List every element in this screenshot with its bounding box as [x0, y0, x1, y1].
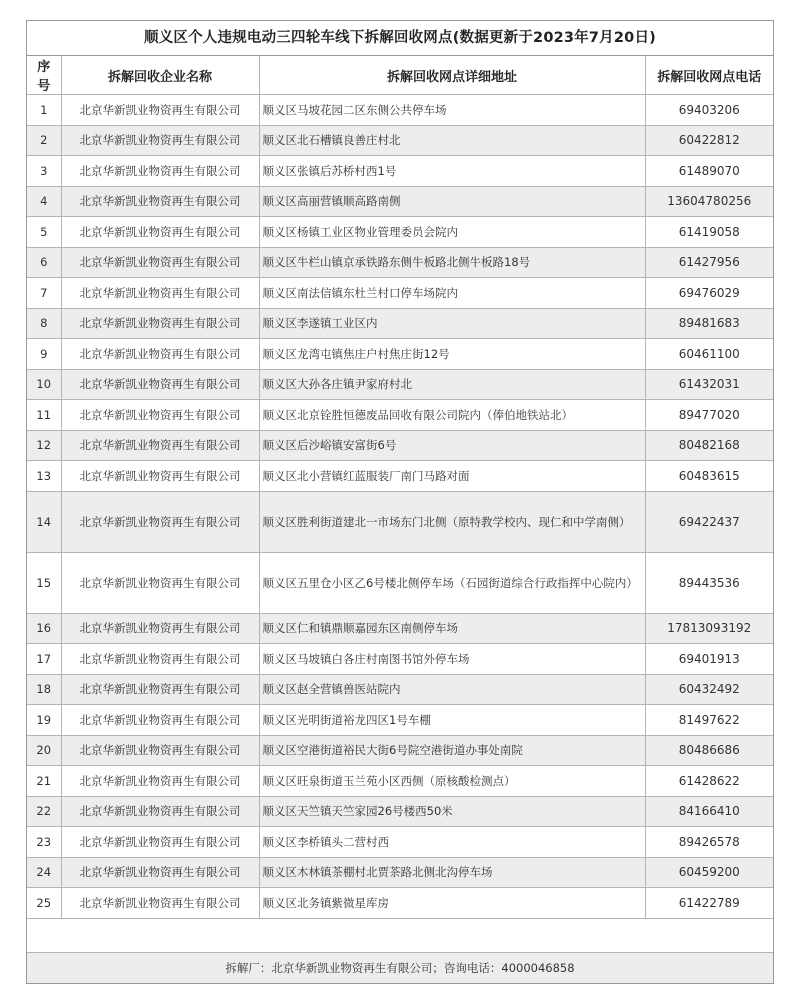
- table-row: [27, 95, 773, 126]
- row-company: 北京华新凯业物资再生有限公司: [61, 674, 259, 705]
- row-address: 顺义区空港街道裕民大街6号院空港街道办事处南院: [259, 735, 645, 766]
- header-address: 拆解回收网点详细地址: [259, 56, 645, 95]
- table-row: [27, 217, 773, 248]
- row-company: 北京华新凯业物资再生有限公司: [61, 735, 259, 766]
- table-body: [27, 95, 773, 919]
- row-company: 北京华新凯业物资再生有限公司: [61, 644, 259, 675]
- row-index: 14: [27, 491, 61, 552]
- row-company: 北京华新凯业物资再生有限公司: [61, 857, 259, 888]
- recycling-points-table: [27, 56, 773, 919]
- row-index: 12: [27, 430, 61, 461]
- row-address: 顺义区胜利街道建北一市场东门北侧（原特教学校内、现仁和中学南侧）: [259, 491, 645, 552]
- row-phone: 13604780256: [645, 186, 773, 217]
- row-index: 10: [27, 369, 61, 400]
- row-phone: 17813093192: [645, 613, 773, 644]
- row-address: 顺义区北京铨胜恒德废品回收有限公司院内（俸伯地铁站北）: [259, 400, 645, 431]
- row-index: 21: [27, 766, 61, 797]
- row-company: 北京华新凯业物资再生有限公司: [61, 369, 259, 400]
- row-phone: 89443536: [645, 552, 773, 613]
- row-phone: 61432031: [645, 369, 773, 400]
- table-row: [27, 339, 773, 370]
- row-company: 北京华新凯业物资再生有限公司: [61, 125, 259, 156]
- row-phone: 69401913: [645, 644, 773, 675]
- row-company: 北京华新凯业物资再生有限公司: [61, 766, 259, 797]
- row-address: 顺义区木林镇茶棚村北贾茶路北侧北沟停车场: [259, 857, 645, 888]
- row-index: 1: [27, 95, 61, 126]
- table-row: [27, 552, 773, 613]
- row-address: 顺义区李遂镇工业区内: [259, 308, 645, 339]
- row-company: 北京华新凯业物资再生有限公司: [61, 278, 259, 309]
- document-frame: [26, 20, 774, 984]
- table-row: [27, 308, 773, 339]
- row-address: 顺义区赵全营镇兽医站院内: [259, 674, 645, 705]
- table-row: [27, 827, 773, 858]
- row-index: 18: [27, 674, 61, 705]
- row-address: 顺义区高丽营镇顺高路南侧: [259, 186, 645, 217]
- row-company: 北京华新凯业物资再生有限公司: [61, 95, 259, 126]
- row-phone: 89477020: [645, 400, 773, 431]
- row-company: 北京华新凯业物资再生有限公司: [61, 491, 259, 552]
- row-phone: 60459200: [645, 857, 773, 888]
- row-index: 25: [27, 888, 61, 919]
- header-phone: 拆解回收网点电话: [645, 56, 773, 95]
- row-address: 顺义区北务镇紫微星库房: [259, 888, 645, 919]
- row-address: 顺义区马坡镇白各庄村南图书馆外停车场: [259, 644, 645, 675]
- row-index: 5: [27, 217, 61, 248]
- row-company: 北京华新凯业物资再生有限公司: [61, 339, 259, 370]
- row-index: 9: [27, 339, 61, 370]
- row-company: 北京华新凯业物资再生有限公司: [61, 827, 259, 858]
- table-row: [27, 430, 773, 461]
- row-phone: 61422789: [645, 888, 773, 919]
- row-phone: 89426578: [645, 827, 773, 858]
- row-phone: 84166410: [645, 796, 773, 827]
- row-address: 顺义区龙湾屯镇焦庄户村焦庄街12号: [259, 339, 645, 370]
- table-row: [27, 156, 773, 187]
- row-index: 23: [27, 827, 61, 858]
- table-row: [27, 400, 773, 431]
- table-row: [27, 766, 773, 797]
- row-address: 顺义区马坡花园二区东侧公共停车场: [259, 95, 645, 126]
- row-company: 北京华新凯业物资再生有限公司: [61, 613, 259, 644]
- row-phone: 60483615: [645, 461, 773, 492]
- row-index: 2: [27, 125, 61, 156]
- row-phone: 69422437: [645, 491, 773, 552]
- header-company: 拆解回收企业名称: [61, 56, 259, 95]
- row-company: 北京华新凯业物资再生有限公司: [61, 888, 259, 919]
- row-address: 顺义区杨镇工业区物业管理委员会院内: [259, 217, 645, 248]
- row-index: 24: [27, 857, 61, 888]
- table-row: [27, 461, 773, 492]
- row-company: 北京华新凯业物资再生有限公司: [61, 308, 259, 339]
- table-row: [27, 613, 773, 644]
- row-address: 顺义区李桥镇头二营村西: [259, 827, 645, 858]
- row-index: 8: [27, 308, 61, 339]
- row-phone: 61427956: [645, 247, 773, 278]
- row-company: 北京华新凯业物资再生有限公司: [61, 552, 259, 613]
- row-address: 顺义区大孙各庄镇尹家府村北: [259, 369, 645, 400]
- row-company: 北京华新凯业物资再生有限公司: [61, 705, 259, 736]
- row-index: 3: [27, 156, 61, 187]
- footer-note: 拆解厂：北京华新凯业物资再生有限公司；咨询电话：4000046858: [27, 952, 773, 983]
- row-index: 15: [27, 552, 61, 613]
- row-phone: 89481683: [645, 308, 773, 339]
- table-row: [27, 247, 773, 278]
- row-address: 顺义区南法信镇东杜兰村口停车场院内: [259, 278, 645, 309]
- row-index: 20: [27, 735, 61, 766]
- row-index: 19: [27, 705, 61, 736]
- row-address: 顺义区旺泉街道玉兰苑小区西侧（原核酸检测点）: [259, 766, 645, 797]
- row-phone: 61489070: [645, 156, 773, 187]
- row-phone: 80482168: [645, 430, 773, 461]
- row-company: 北京华新凯业物资再生有限公司: [61, 430, 259, 461]
- row-index: 22: [27, 796, 61, 827]
- row-phone: 61419058: [645, 217, 773, 248]
- row-company: 北京华新凯业物资再生有限公司: [61, 247, 259, 278]
- table-row: [27, 888, 773, 919]
- table-row: [27, 644, 773, 675]
- row-company: 北京华新凯业物资再生有限公司: [61, 156, 259, 187]
- row-company: 北京华新凯业物资再生有限公司: [61, 186, 259, 217]
- row-phone: 60422812: [645, 125, 773, 156]
- row-company: 北京华新凯业物资再生有限公司: [61, 400, 259, 431]
- table-row: [27, 278, 773, 309]
- row-phone: 60432492: [645, 674, 773, 705]
- row-phone: 69403206: [645, 95, 773, 126]
- row-company: 北京华新凯业物资再生有限公司: [61, 796, 259, 827]
- header-index: 序号: [27, 56, 61, 95]
- row-phone: 80486686: [645, 735, 773, 766]
- table-row: [27, 369, 773, 400]
- row-address: 顺义区天竺镇天竺家园26号楼西50米: [259, 796, 645, 827]
- table-row: [27, 674, 773, 705]
- row-index: 4: [27, 186, 61, 217]
- row-address: 顺义区光明街道裕龙四区1号车棚: [259, 705, 645, 736]
- table-row: [27, 796, 773, 827]
- row-index: 11: [27, 400, 61, 431]
- table-row: [27, 186, 773, 217]
- document-title: 顺义区个人违规电动三四轮车线下拆解回收网点(数据更新于2023年7月20日): [27, 21, 773, 56]
- row-company: 北京华新凯业物资再生有限公司: [61, 461, 259, 492]
- row-company: 北京华新凯业物资再生有限公司: [61, 217, 259, 248]
- row-index: 13: [27, 461, 61, 492]
- row-index: 7: [27, 278, 61, 309]
- row-address: 顺义区北石槽镇良善庄村北: [259, 125, 645, 156]
- row-address: 顺义区北小营镇红蓝服装厂南门马路对面: [259, 461, 645, 492]
- row-index: 16: [27, 613, 61, 644]
- row-phone: 60461100: [645, 339, 773, 370]
- row-index: 6: [27, 247, 61, 278]
- table-row: [27, 857, 773, 888]
- table-row: [27, 491, 773, 552]
- row-address: 顺义区张镇后苏桥村西1号: [259, 156, 645, 187]
- row-address: 顺义区五里仓小区乙6号楼北侧停车场（石园街道综合行政指挥中心院内）: [259, 552, 645, 613]
- row-index: 17: [27, 644, 61, 675]
- row-address: 顺义区仁和镇鼎顺嘉园东区南侧停车场: [259, 613, 645, 644]
- row-phone: 61428622: [645, 766, 773, 797]
- table-header-row: [27, 56, 773, 95]
- row-phone: 81497622: [645, 705, 773, 736]
- table-row: [27, 125, 773, 156]
- row-phone: 69476029: [645, 278, 773, 309]
- row-address: 顺义区后沙峪镇安富街6号: [259, 430, 645, 461]
- table-row: [27, 705, 773, 736]
- table-row: [27, 735, 773, 766]
- row-address: 顺义区牛栏山镇京承铁路东侧牛板路北侧牛板路18号: [259, 247, 645, 278]
